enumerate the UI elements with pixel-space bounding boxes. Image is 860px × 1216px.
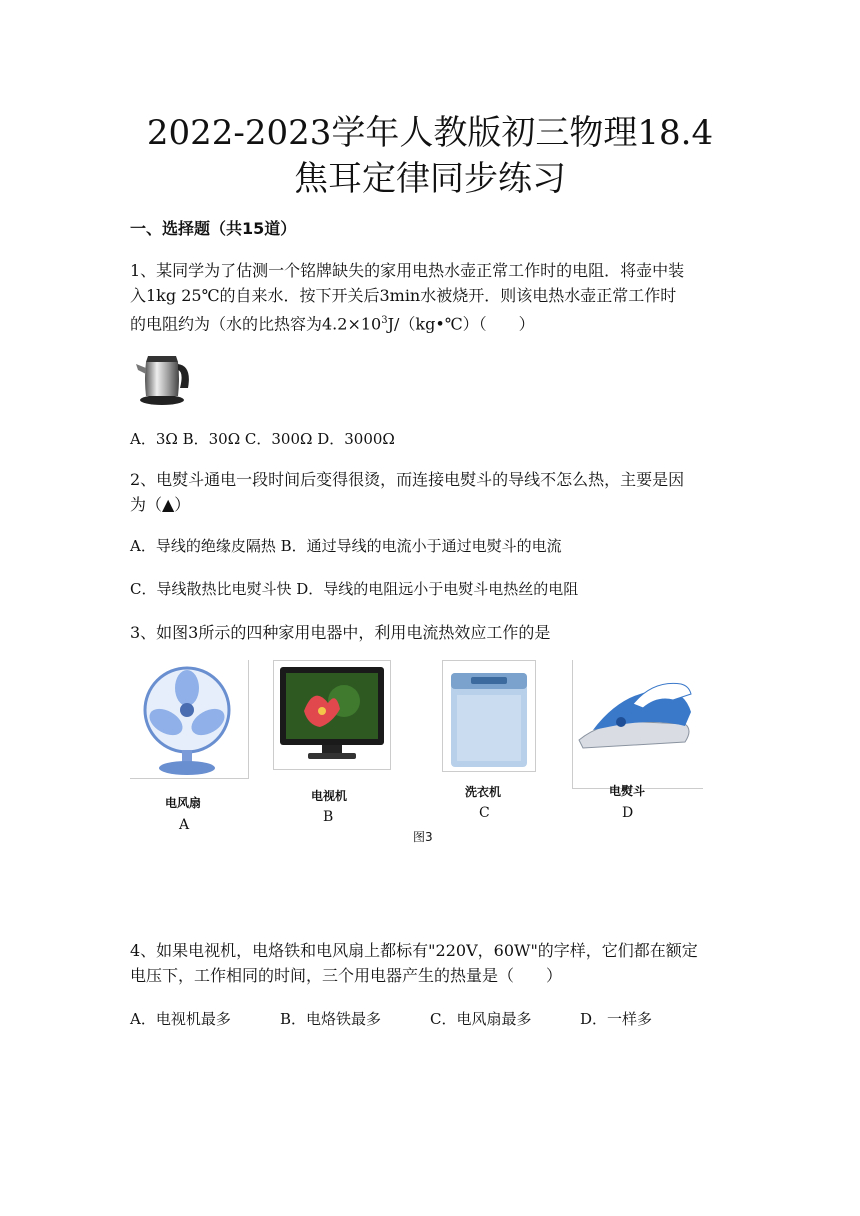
q3-text: 3、如图3所示的四种家用电器中，利用电流热效应工作的是	[130, 623, 551, 642]
q4-option-a: A．电视机最多	[130, 1010, 231, 1028]
q4-option-b: B．电烙铁最多	[280, 1010, 382, 1028]
fan-image	[130, 660, 249, 779]
q2-line2: 为（▲）	[130, 495, 191, 514]
caption-fan: 电风扇	[165, 796, 202, 810]
question-1	[130, 258, 730, 336]
iron-image	[572, 660, 703, 789]
q1-line1: 1、某同学为了估测一个铭牌缺失的家用电热水壶正常工作时的电阻．将壶中装	[130, 261, 685, 280]
page-title-line1: 2022-2023学年人教版初三物理18.4	[146, 113, 714, 153]
page-title-line2: 焦耳定律同步练习	[294, 159, 566, 199]
figure-label: 图3	[413, 830, 433, 844]
question-2	[130, 467, 730, 517]
q2-options-ab: A．导线的绝缘皮隔热 B．通过导线的电流小于通过电熨斗的电流	[130, 537, 562, 555]
caption-iron: 电熨斗	[609, 784, 646, 798]
q4-options	[130, 1008, 652, 1029]
letter-d: D	[622, 805, 634, 821]
q4-option-c: C．电风扇最多	[430, 1010, 532, 1028]
q2-options-cd: C．导线散热比电熨斗快 D．导线的电阻远小于电熨斗电热丝的电阻	[130, 580, 579, 598]
caption-tv: 电视机	[311, 789, 348, 803]
letter-c: C	[479, 805, 490, 821]
section-heading: 一、选择题（共15道）	[130, 219, 297, 238]
letter-b: B	[323, 809, 334, 825]
q1-options: A．3Ω B．30Ω C．300Ω D．3000Ω	[130, 430, 395, 448]
question-4	[130, 938, 730, 988]
caption-washer: 洗衣机	[465, 785, 502, 799]
q4-line1: 4、如果电视机，电烙铁和电风扇上都标有"220V，60W"的字样，它们都在额定	[130, 941, 698, 960]
q4-option-d: D．一样多	[580, 1010, 653, 1028]
letter-a: A	[179, 817, 190, 833]
q2-line1: 2、电熨斗通电一段时间后变得很烫，而连接电熨斗的导线不怎么热，主要是因	[130, 470, 685, 489]
tv-image	[273, 660, 391, 770]
washing-machine-image	[442, 660, 536, 772]
q4-line2: 电压下，工作相同的时间，三个用电器产生的热量是（ ）	[130, 966, 563, 985]
q1-line2: 入1kg 25℃的自来水．按下开关后3min水被烧开．则该电热水壶正常工作时	[130, 286, 677, 305]
kettle-image	[134, 348, 194, 406]
q1-line3: 的电阻约为（水的比热容为$4.2\times 10^3J/(kg•℃)$（ ）	[130, 314, 535, 334]
